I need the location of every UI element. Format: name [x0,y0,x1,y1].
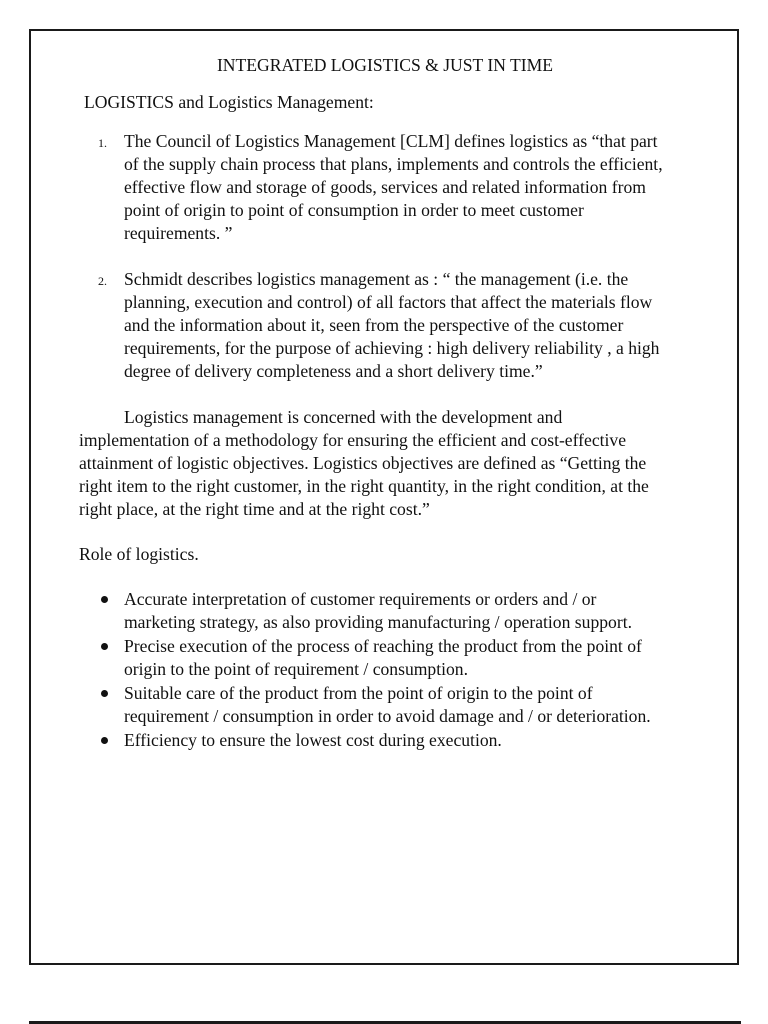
body-paragraph: Logistics management is concerned with the development and implementation of a methodology for ensuring the efficient and cost-effective attainment of logistic objectives. Logistics objectives are defined as “Getting the right item to the right customer, in the right quantity, in the right condition, at the right place, at the right time and at the right cost.” [79,407,649,519]
list-number: 1. [98,136,107,150]
bullet-text: Efficiency to ensure the lowest cost during execution. [124,730,502,750]
list-item-text: Schmidt describes logistics management as : “ the management (i.e. the planning, execution and control) of all factors that affect the materials flow and the information about it, seen from the perspective of the customer requirements, for the purpose of achieving : high delivery reliability , a high degree of delivery completeness and a short delivery time.” [124,269,660,381]
bullet-list-item [79,588,669,634]
document-body [79,54,669,753]
list-number: 2. [98,274,107,288]
section-heading-logistics: LOGISTICS and Logistics Management: [84,92,374,112]
numbered-list [79,130,669,383]
bullet-list-item [79,682,669,728]
bullet-text: Precise execution of the process of reaching the product from the point of origin to the point of requirement / consumption. [124,636,642,679]
document-title: INTEGRATED LOGISTICS & JUST IN TIME [216,55,554,75]
numbered-list-item [79,268,669,383]
numbered-list-item [79,130,669,245]
bullet-text: Accurate interpretation of customer requirements or orders and / or marketing strategy, as also providing manufacturing / operation support. [124,589,632,632]
bullet-list [79,588,669,752]
bullet-icon [101,737,108,744]
bullet-list-item [79,635,669,681]
bullet-icon [101,596,108,603]
bullet-text: Suitable care of the product from the point of origin to the point of requirement / consumption in order to avoid damage and / or deterioration. [124,683,651,726]
bullet-icon [101,690,108,697]
bullet-list-item [79,729,669,752]
section-heading-role: Role of logistics. [79,544,199,564]
list-item-text: The Council of Logistics Management [CLM] defines logistics as “that part of the supply chain process that plans, implements and controls the efficient, effective flow and storage of goods, services and related information from point of origin to point of consumption in order to meet customer requirements. ” [124,131,663,243]
bullet-icon [101,643,108,650]
